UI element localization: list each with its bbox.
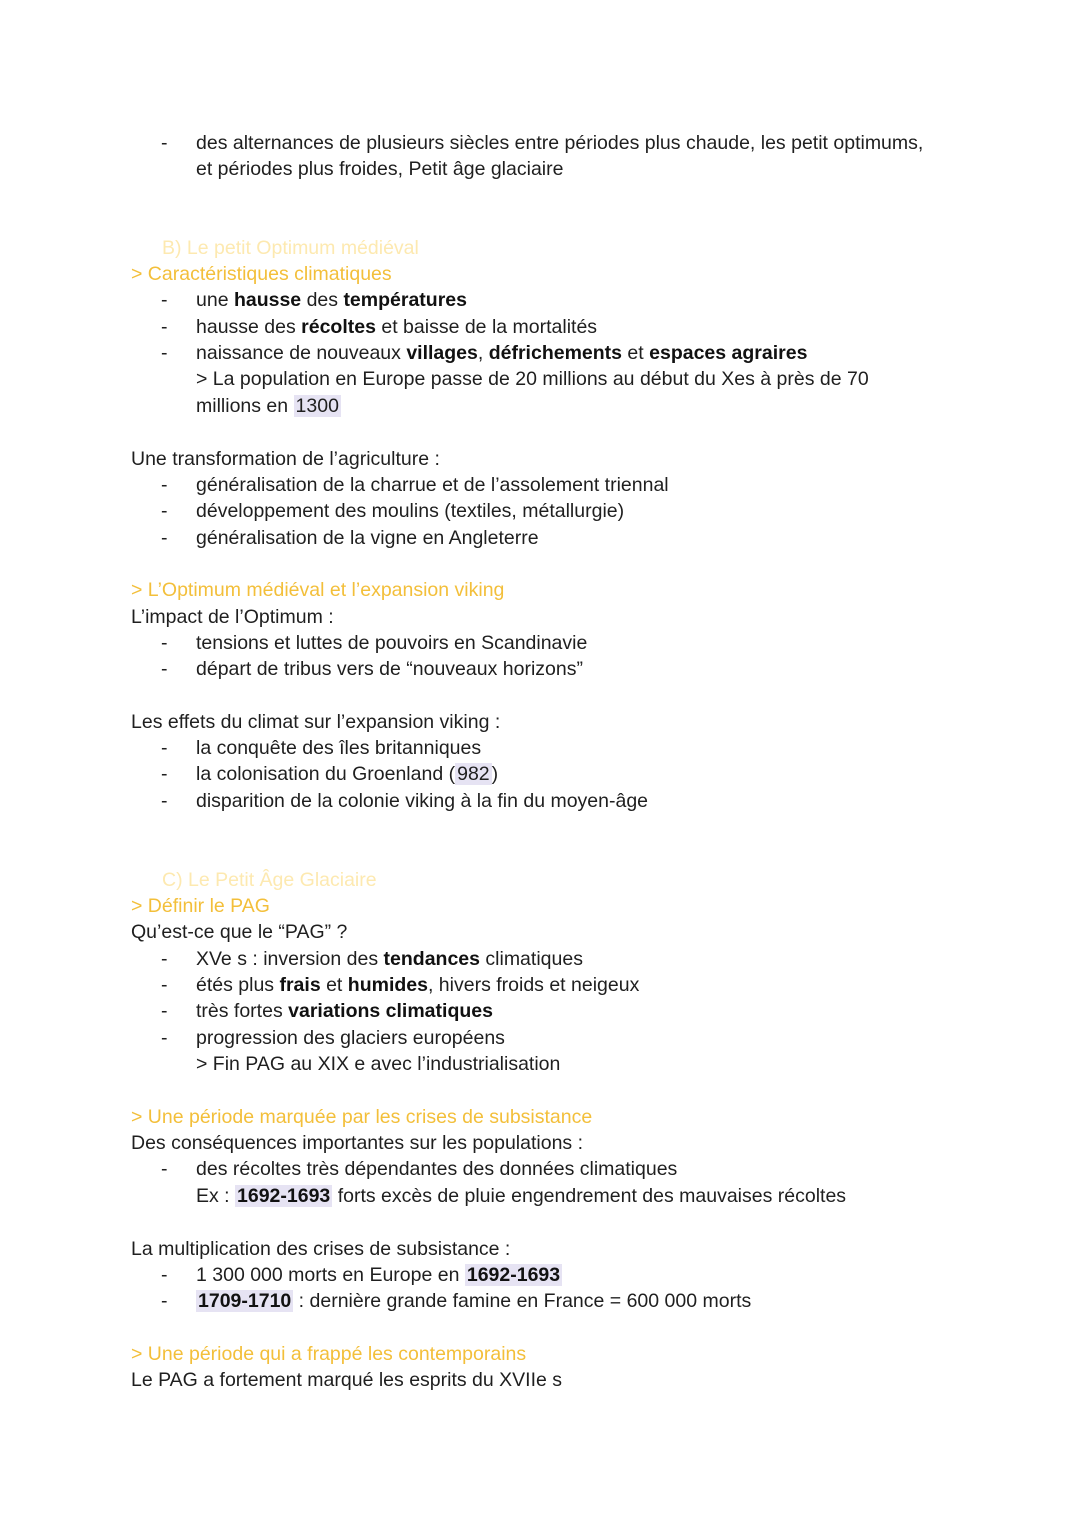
- pag-question: Qu’est-ce que le “PAG” ?: [131, 921, 348, 943]
- bullet-dash: -: [161, 632, 168, 654]
- multiplication-item-2: 1709-1710 : dernière grande famine en France = 600 000 morts: [198, 1290, 752, 1312]
- closing-line: Le PAG a fortement marqué les esprits du XVIIe s: [131, 1369, 563, 1391]
- bullet-dash: -: [161, 1158, 168, 1180]
- population-note-line-1: > La population en Europe passe de 20 millions au début du Xes à près de 70: [196, 368, 869, 390]
- bullet-dash: -: [161, 132, 168, 154]
- highlighted-date: 1709-1710: [198, 1290, 292, 1312]
- bullet-dash: -: [161, 1000, 168, 1022]
- impact-item-2: départ de tribus vers de “nouveaux horizons”: [196, 658, 583, 680]
- section-b-title: B) Le petit Optimum médiéval: [162, 237, 419, 259]
- effects-item-3: disparition de la colonie viking à la fin du moyen-âge: [196, 790, 649, 812]
- bullet-dash: -: [161, 1027, 168, 1049]
- bullet-dash: -: [161, 974, 168, 996]
- section-c-subheading-contemporains: > Une période qui a frappé les contemporains: [131, 1343, 527, 1365]
- section-c-subheading-crises: > Une période marquée par les crises de subsistance: [131, 1106, 593, 1128]
- bullet-dash: -: [161, 1264, 168, 1286]
- climate-item-1: une hausse des températures: [196, 289, 467, 311]
- bullet-dash: -: [161, 737, 168, 759]
- agriculture-item-2: développement des moulins (textiles, métallurgie): [196, 500, 625, 522]
- pag-item-2: étés plus frais et humides, hivers froids et neigeux: [196, 974, 640, 996]
- section-b-subheading-viking: > L’Optimum médiéval et l’expansion viking: [131, 579, 505, 601]
- agriculture-item-3: généralisation de la vigne en Angleterre: [196, 527, 539, 549]
- bullet-dash: -: [161, 342, 168, 364]
- effects-item-2: la colonisation du Groenland ( 982 ): [196, 763, 499, 785]
- intro-bullet-line-2: et périodes plus froides, Petit âge glaciaire: [196, 158, 564, 180]
- agriculture-heading: Une transformation de l’agriculture :: [131, 448, 440, 470]
- section-c-title: C) Le Petit Âge Glaciaire: [162, 869, 377, 891]
- section-c-subheading-define: > Définir le PAG: [131, 895, 270, 917]
- highlighted-date: 1692-1693: [237, 1185, 331, 1207]
- impact-heading: L’impact de l’Optimum :: [131, 606, 334, 628]
- bullet-dash: -: [161, 500, 168, 522]
- intro-bullet-line-1: des alternances de plusieurs siècles entre périodes plus chaude, les petit optimums,: [196, 132, 924, 154]
- consequences-item-1: des récoltes très dépendantes des données climatiques: [196, 1158, 678, 1180]
- climate-item-2: hausse des récoltes et baisse de la mortalités: [196, 316, 598, 338]
- bullet-dash: -: [161, 658, 168, 680]
- bullet-dash: -: [161, 527, 168, 549]
- highlighted-date: 1300: [295, 395, 339, 417]
- pag-item-4: progression des glaciers européens: [196, 1027, 505, 1049]
- effects-heading: Les effets du climat sur l’expansion viking :: [131, 711, 501, 733]
- multiplication-item-1: 1 300 000 morts en Europe en 1692-1693: [196, 1264, 561, 1286]
- highlighted-date: 1692-1693: [466, 1264, 561, 1286]
- bullet-dash: -: [161, 474, 168, 496]
- effects-item-1: la conquête des îles britanniques: [196, 737, 482, 759]
- bullet-dash: -: [161, 763, 168, 785]
- agriculture-item-1: généralisation de la charrue et de l’assolement triennal: [196, 474, 669, 496]
- climate-item-3: naissance de nouveaux villages, défrichements et espaces agraires: [196, 342, 808, 364]
- bullet-dash: -: [161, 948, 168, 970]
- pag-item-3: très fortes variations climatiques: [196, 1000, 493, 1022]
- multiplication-heading: La multiplication des crises de subsistance :: [131, 1238, 511, 1260]
- bullet-dash: -: [161, 790, 168, 812]
- population-note-line-2: millions en 1300: [196, 395, 339, 417]
- bullet-dash: -: [161, 1290, 168, 1312]
- bullet-dash: -: [161, 289, 168, 311]
- section-b-subheading-climate: > Caractéristiques climatiques: [131, 263, 392, 285]
- bullet-dash: -: [161, 316, 168, 338]
- consequences-example: Ex : 1692-1693 forts excès de pluie engendrement des mauvaises récoltes: [196, 1185, 847, 1207]
- highlighted-date: 982: [457, 763, 490, 785]
- consequences-heading: Des conséquences importantes sur les populations :: [131, 1132, 584, 1154]
- impact-item-1: tensions et luttes de pouvoirs en Scandinavie: [196, 632, 588, 654]
- pag-end-note: > Fin PAG au XIX e avec l’industrialisation: [196, 1053, 561, 1075]
- pag-item-1: XVe s : inversion des tendances climatiques: [196, 948, 583, 970]
